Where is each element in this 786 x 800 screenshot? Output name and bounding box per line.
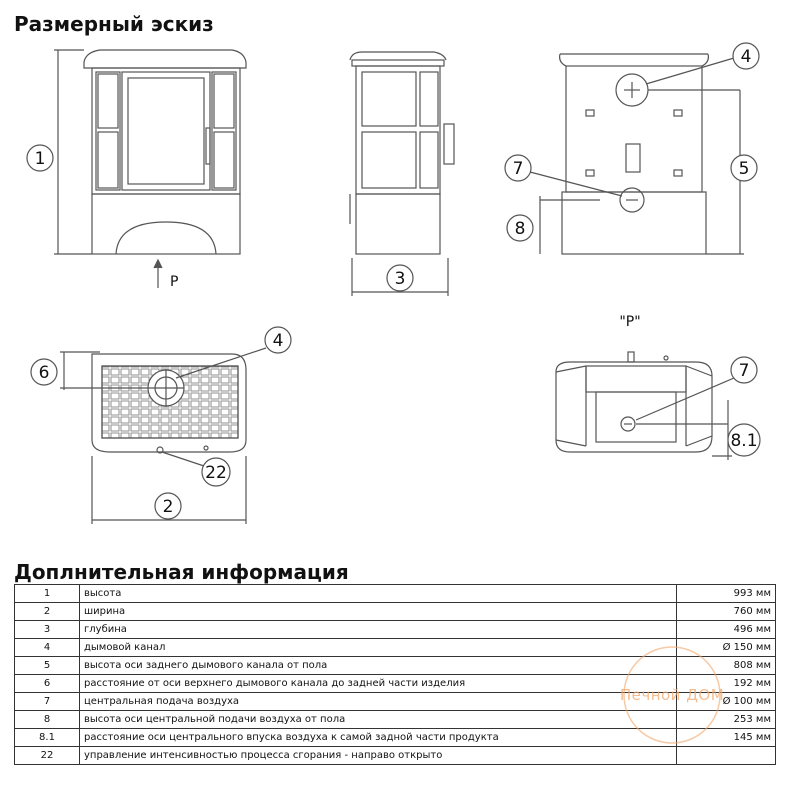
table-row [15,621,776,639]
callout-5 [731,155,757,181]
row-description: управление интенсивностью процесса сгорания - направо открыто [80,747,677,765]
row-description: дымовой канал [80,639,677,657]
rear-view [530,54,744,254]
row-value: 760 мм [677,603,776,621]
row-number: 4 [15,639,80,657]
row-description: центральная подача воздуха [80,693,677,711]
row-number: 8 [15,711,80,729]
row-value: Ø 100 мм [677,693,776,711]
row-number: 1 [15,585,80,603]
row-description: высота оси центральной подачи воздуха от пола [80,711,677,729]
row-number: 7 [15,693,80,711]
svg-text:8.1: 8.1 [730,431,758,451]
row-value: 145 мм [677,729,776,747]
svg-text:22: 22 [205,463,227,483]
svg-text:5: 5 [738,159,750,179]
info-heading: Доплнительная информация [14,560,349,584]
row-value: 192 мм [677,675,776,693]
row-value: 253 мм [677,711,776,729]
callout-4-top [265,327,291,353]
row-value: 808 мм [677,657,776,675]
view-p-title: "P" [619,314,641,330]
front-view [54,50,246,288]
svg-text:7: 7 [738,361,750,381]
view-arrow-label: P [170,274,179,290]
view-p [556,352,734,460]
row-number: 8.1 [15,729,80,747]
svg-text:4: 4 [740,47,752,67]
svg-text:1: 1 [34,149,46,169]
callout-8 [507,215,533,241]
callout-7-rear [505,155,531,181]
row-description: ширина [80,603,677,621]
callout-3 [387,265,413,291]
svg-text:Печной ДОМ: Печной ДОМ [619,686,725,704]
svg-text:4: 4 [272,331,284,351]
callout-1 [27,145,53,171]
side-view [350,52,454,296]
row-description: глубина [80,621,677,639]
callout-7-p [731,357,757,383]
row-value: Ø 150 мм [677,639,776,657]
table-row [15,585,776,603]
row-description: высота [80,585,677,603]
row-description: высота оси заднего дымового канала от пола [80,657,677,675]
row-number: 6 [15,675,80,693]
row-description: расстояние оси центрального впуска воздуха к самой задной части продукта [80,729,677,747]
callout-6 [31,359,57,385]
row-number: 3 [15,621,80,639]
row-number: 2 [15,603,80,621]
svg-text:7: 7 [512,159,524,179]
callout-4-rear [733,43,759,69]
svg-text:8: 8 [514,219,526,239]
row-number: 5 [15,657,80,675]
row-value: 993 мм [677,585,776,603]
svg-text:6: 6 [38,363,50,383]
watermark-logo [612,640,732,750]
callout-2 [155,493,181,519]
row-value: 496 мм [677,621,776,639]
callout-8-1 [728,424,760,456]
callout-22 [202,458,230,486]
sketch-heading: Размерный эскиз [14,12,214,36]
row-description: расстояние от оси верхнего дымового канала до задней части изделия [80,675,677,693]
row-number: 22 [15,747,80,765]
svg-text:3: 3 [394,269,406,289]
svg-text:2: 2 [162,497,174,517]
table-row [15,603,776,621]
